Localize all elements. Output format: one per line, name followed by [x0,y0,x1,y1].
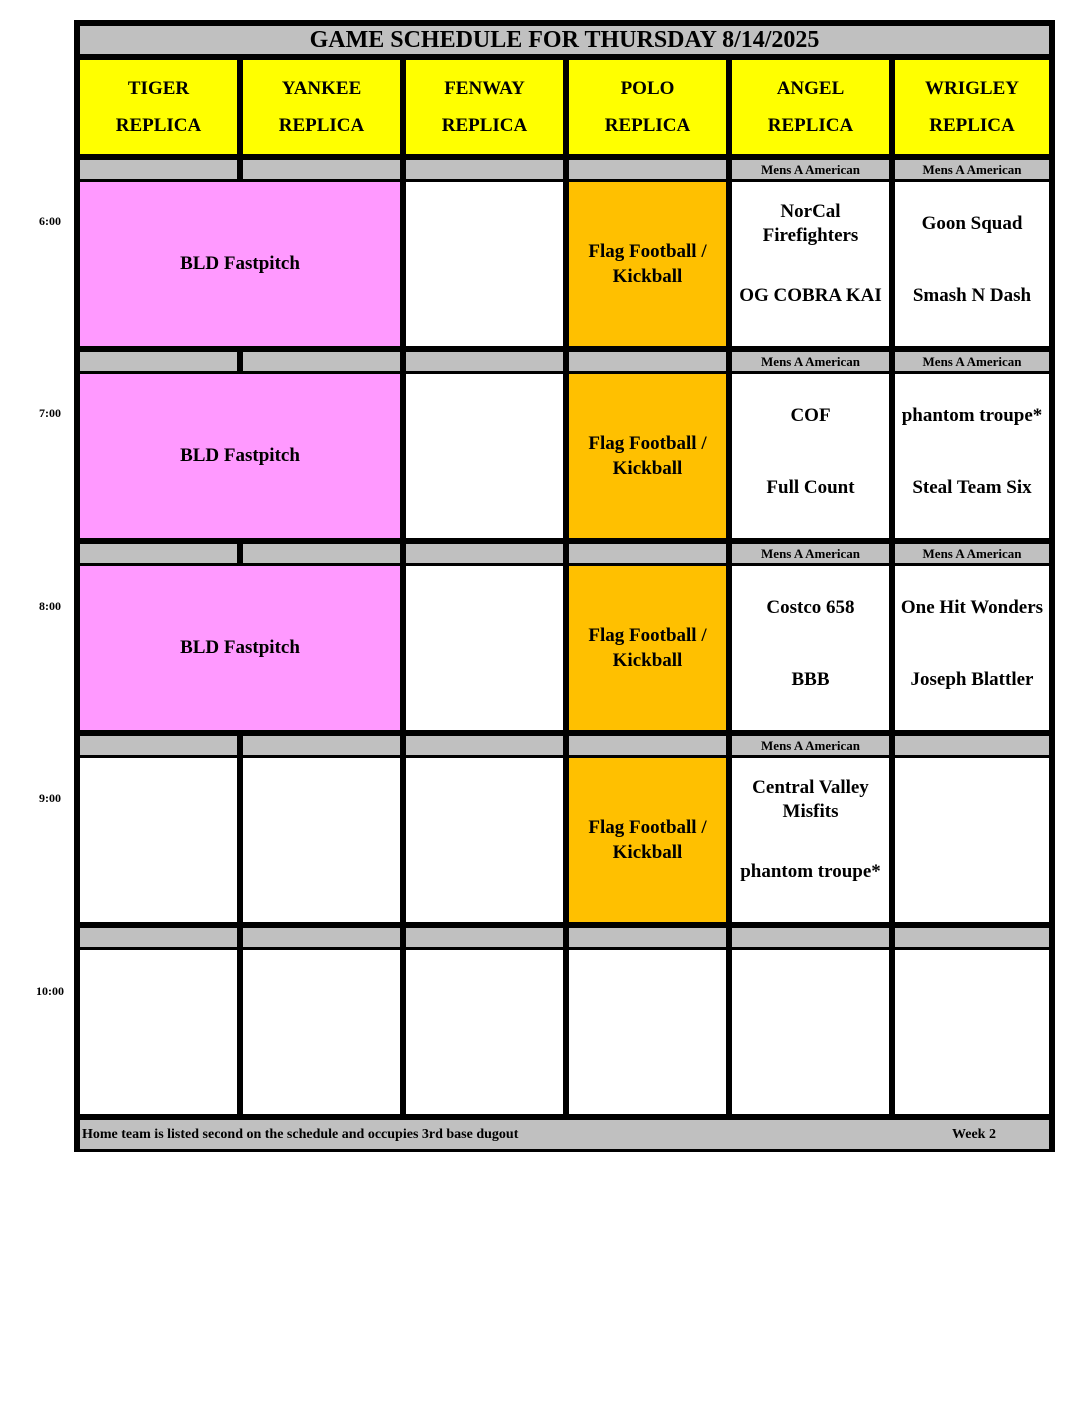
field-header-fenway [403,57,566,157]
away-team: COF [790,405,831,426]
field-name: WRIGLEY [925,78,1019,99]
field-sub: REPLICA [929,115,1015,136]
game-cell-wrigley [892,179,1052,349]
division-label: Mens A American [892,349,1052,374]
time-label-6: 6:00 [39,214,61,228]
empty-cell [892,947,1052,1117]
field-header-angel [729,57,892,157]
flag-football-block: Flag Football / Kickball [566,179,729,349]
division-label: Mens A American [729,541,892,566]
empty-cell [240,947,403,1117]
schedule-footer [77,1117,1052,1149]
time-label-9: 9:00 [39,791,61,805]
schedule-table [74,20,1055,1152]
field-header-polo [566,57,729,157]
empty-cell [403,563,566,733]
game-cell-angel [729,755,892,925]
field-sub: REPLICA [767,115,854,136]
home-team: Steal Team Six [912,477,1032,498]
game-cell-angel [729,563,892,733]
division-label: Mens A American [729,733,892,758]
away-team: Costco 658 [766,597,855,618]
time-label-7: 7:00 [39,406,61,420]
schedule-title: GAME SCHEDULE FOR THURSDAY 8/14/2025 [77,23,1052,57]
division-label: Mens A American [729,349,892,374]
fastpitch-block: BLD Fastpitch [77,371,403,541]
home-team: BBB [791,669,830,690]
week-label: Week 2 [952,1126,996,1142]
field-name: FENWAY [444,78,525,99]
field-header-yankee [240,57,403,157]
field-header-wrigley [892,57,1052,157]
flag-football-block: Flag Football / Kickball [566,563,729,733]
home-team: Joseph Blattler [910,669,1034,690]
field-sub: REPLICA [115,115,202,136]
empty-cell [403,179,566,349]
fastpitch-block: BLD Fastpitch [77,179,403,349]
empty-cell [892,755,1052,925]
game-cell-angel [729,179,892,349]
empty-cell [403,755,566,925]
flag-football-block: Flag Football / Kickball [566,755,729,925]
away-team: NorCal Firefighters [762,201,859,246]
division-label: Mens A American [892,541,1052,566]
field-name: TIGER [127,78,190,99]
time-label-8: 8:00 [39,599,61,613]
away-team: Central Valley Misfits [752,777,869,822]
division-label: Mens A American [892,157,1052,182]
home-team: OG COBRA KAI [739,285,882,306]
away-team: Goon Squad [921,213,1023,234]
field-name: POLO [620,78,675,99]
empty-cell [403,947,566,1117]
field-name: YANKEE [281,78,362,99]
game-cell-wrigley [892,371,1052,541]
field-sub: REPLICA [278,115,365,136]
fastpitch-block: BLD Fastpitch [77,563,403,733]
away-team: One Hit Wonders [900,597,1044,618]
field-name: ANGEL [776,78,845,99]
empty-cell [566,947,729,1117]
game-cell-angel [729,371,892,541]
home-team: Smash N Dash [912,285,1032,306]
game-cell-wrigley [892,563,1052,733]
field-sub: REPLICA [604,115,691,136]
time-label-10: 10:00 [36,984,64,998]
field-sub: REPLICA [441,115,528,136]
home-team-note: Home team is listed second on the schedule and occupies 3rd base dugout [82,1126,519,1142]
empty-cell [403,371,566,541]
away-team: phantom troupe* [901,405,1043,426]
empty-cell [77,755,240,925]
empty-cell [77,947,240,1117]
division-label: Mens A American [729,157,892,182]
empty-cell [729,947,892,1117]
home-team: Full Count [766,477,855,498]
empty-cell [240,755,403,925]
field-header-tiger [77,57,240,157]
home-team: phantom troupe* [740,861,881,882]
flag-football-block: Flag Football / Kickball [566,371,729,541]
